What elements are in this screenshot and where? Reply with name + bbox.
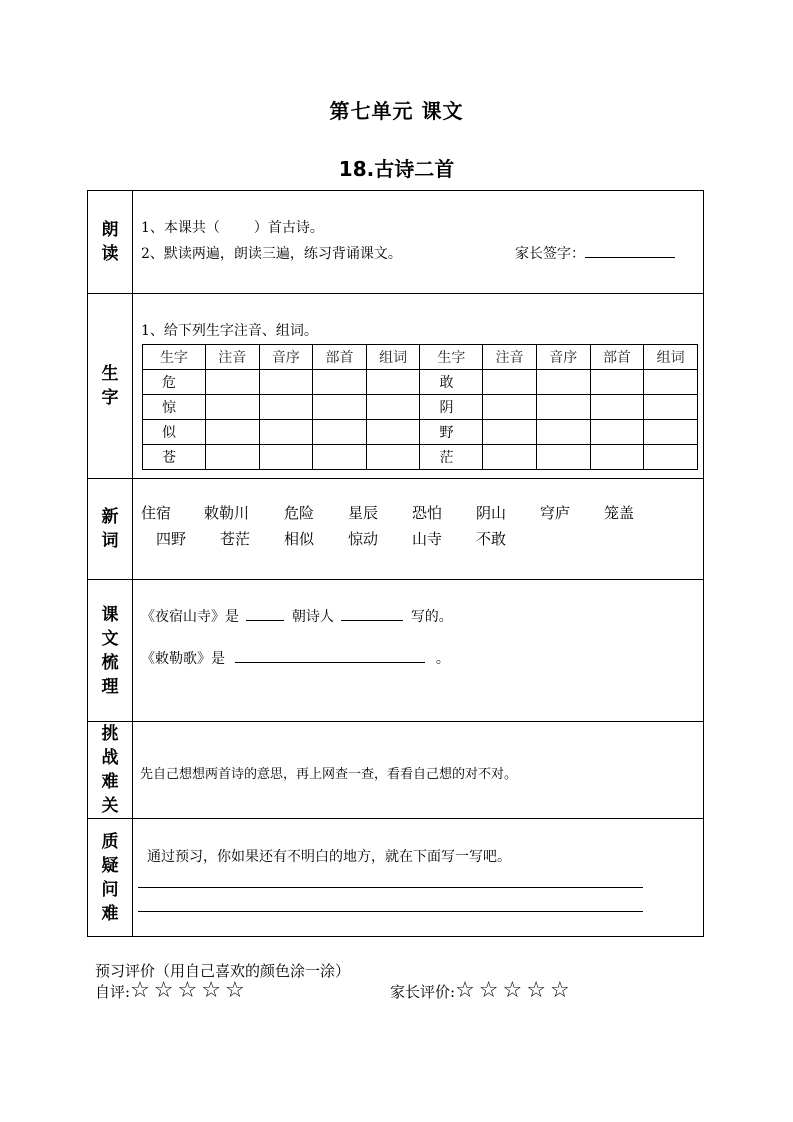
reading-line-1-prefix: 1、本课共（	[141, 220, 220, 236]
word-item: 敕勒川	[204, 504, 250, 522]
index-letter-cell[interactable]	[536, 370, 590, 395]
section-label-outline: 课文梳理	[101, 604, 119, 697]
outline-line-1-b: 朝诗人	[291, 609, 334, 625]
col-header: 部首	[313, 345, 367, 370]
char-cell: 苍	[143, 445, 206, 470]
outline-line-1-a: 《夜宿山寺》是	[141, 609, 239, 625]
parent-evaluation	[390, 978, 574, 1003]
self-eval-label: 自评:	[95, 983, 131, 1001]
word-cell[interactable]	[644, 395, 698, 420]
table-row	[143, 370, 698, 395]
table-row	[143, 445, 698, 470]
col-header: 生字	[420, 345, 483, 370]
char-cell: 茫	[420, 445, 483, 470]
section-outline	[88, 579, 703, 721]
word-item: 危险	[284, 504, 315, 522]
section-label-questions: 质疑问难	[101, 831, 119, 924]
parent-rating-stars[interactable]: ☆☆☆☆☆	[455, 978, 574, 1003]
table-row	[143, 395, 698, 420]
col-header: 音序	[259, 345, 313, 370]
word-cell[interactable]	[366, 445, 420, 470]
word-cell[interactable]	[644, 370, 698, 395]
col-header: 注音	[483, 345, 537, 370]
word-item: 不敢	[476, 530, 507, 548]
parent-sign-label: 家长签字：	[515, 246, 585, 262]
index-letter-cell[interactable]	[536, 395, 590, 420]
index-letter-cell[interactable]	[259, 420, 313, 445]
radical-cell[interactable]	[590, 420, 644, 445]
word-item: 四野	[156, 530, 187, 548]
word-item: 苍茫	[220, 530, 251, 548]
radical-cell[interactable]	[313, 370, 367, 395]
word-item: 山寺	[412, 530, 443, 548]
index-letter-cell[interactable]	[536, 420, 590, 445]
col-header: 生字	[143, 345, 206, 370]
reading-line-2: 2、默读两遍，朗读三遍，练习背诵课文。	[141, 246, 402, 262]
section-label-challenge: 挑战难关	[101, 724, 119, 816]
worksheet-table	[87, 190, 704, 937]
word-cell[interactable]	[366, 395, 420, 420]
word-item: 相似	[284, 530, 315, 548]
pinyin-cell[interactable]	[205, 370, 259, 395]
pinyin-cell[interactable]	[205, 445, 259, 470]
parent-sign-blank[interactable]	[585, 243, 675, 258]
section-label-reading: 朗读	[101, 220, 119, 264]
word-cell[interactable]	[366, 420, 420, 445]
section-label-words: 新词	[101, 507, 119, 551]
word-item: 阴山	[476, 504, 507, 522]
word-item: 惊动	[348, 530, 379, 548]
index-letter-cell[interactable]	[259, 445, 313, 470]
pinyin-cell[interactable]	[483, 395, 537, 420]
outline-line-2-b: 。	[435, 651, 450, 667]
word-cell[interactable]	[644, 445, 698, 470]
outline-line-1	[141, 606, 453, 626]
reading-line-1	[141, 217, 324, 237]
unit-title: 第七单元 课文	[329, 99, 464, 123]
index-letter-cell[interactable]	[536, 445, 590, 470]
reading-line-1-suffix: ）首古诗。	[253, 220, 324, 236]
radical-cell[interactable]	[313, 395, 367, 420]
col-header: 注音	[205, 345, 259, 370]
outline-line-2	[141, 648, 450, 668]
writing-line[interactable]	[138, 911, 643, 912]
char-cell: 惊	[143, 395, 206, 420]
characters-header-row	[143, 345, 698, 370]
col-header: 组词	[644, 345, 698, 370]
pinyin-cell[interactable]	[483, 445, 537, 470]
char-cell: 野	[420, 420, 483, 445]
radical-cell[interactable]	[590, 395, 644, 420]
description-blank[interactable]	[235, 648, 425, 663]
word-item: 星辰	[348, 504, 379, 522]
outline-line-2-a: 《敕勒歌》是	[141, 651, 225, 667]
section-reading	[88, 191, 703, 293]
challenge-text: 先自己想想两首诗的意思，再上网查一查，看看自己想的对不对。	[140, 767, 518, 782]
dynasty-blank[interactable]	[246, 606, 284, 621]
word-item: 穹庐	[540, 504, 571, 522]
char-cell: 阴	[420, 395, 483, 420]
word-item: 笼盖	[604, 504, 635, 522]
pinyin-cell[interactable]	[483, 370, 537, 395]
poet-blank[interactable]	[341, 606, 403, 621]
self-evaluation	[95, 978, 249, 1003]
section-challenge	[88, 721, 703, 818]
section-label-characters: 生字	[101, 364, 119, 408]
word-cell[interactable]	[366, 370, 420, 395]
radical-cell[interactable]	[313, 420, 367, 445]
questions-text: 通过预习，你如果还有不明白的地方，就在下面写一写吧。	[147, 849, 511, 865]
char-cell: 似	[143, 420, 206, 445]
characters-table	[142, 344, 698, 470]
char-cell: 危	[143, 370, 206, 395]
char-cell: 敢	[420, 370, 483, 395]
self-rating-stars[interactable]: ☆☆☆☆☆	[130, 978, 249, 1003]
col-header: 组词	[366, 345, 420, 370]
writing-line[interactable]	[138, 887, 643, 888]
radical-cell[interactable]	[590, 370, 644, 395]
parent-eval-label: 家长评价:	[390, 983, 456, 1001]
word-cell[interactable]	[644, 420, 698, 445]
radical-cell[interactable]	[313, 445, 367, 470]
radical-cell[interactable]	[590, 445, 644, 470]
col-header: 部首	[590, 345, 644, 370]
word-item: 恐怕	[412, 504, 443, 522]
pinyin-cell[interactable]	[483, 420, 537, 445]
evaluation-title: 预习评价（用自己喜欢的颜色涂一涂）	[95, 962, 351, 980]
characters-instruction: 1、给下列生字注音、组词。	[141, 323, 318, 339]
outline-line-1-c: 写的。	[410, 609, 453, 625]
table-row	[143, 420, 698, 445]
col-header: 音序	[536, 345, 590, 370]
section-words	[88, 478, 703, 579]
index-letter-cell[interactable]	[259, 395, 313, 420]
parent-sign	[515, 243, 675, 263]
pinyin-cell[interactable]	[205, 395, 259, 420]
index-letter-cell[interactable]	[259, 370, 313, 395]
lesson-title: 18.古诗二首	[338, 157, 455, 181]
pinyin-cell[interactable]	[205, 420, 259, 445]
word-item: 住宿	[141, 504, 172, 522]
section-questions	[88, 818, 703, 936]
section-characters	[88, 293, 703, 478]
